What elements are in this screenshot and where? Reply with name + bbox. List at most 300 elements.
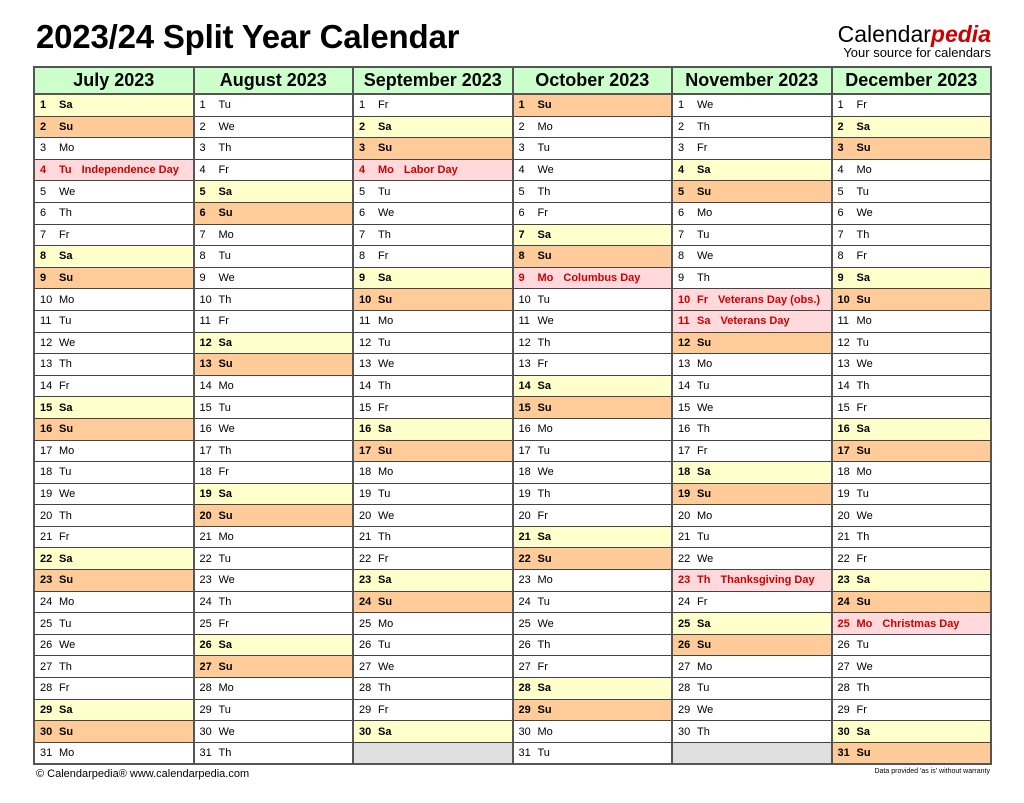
day-cell [672, 159, 832, 181]
brand-name-plain: Calendar [837, 21, 931, 47]
weekday-label: Su [378, 142, 393, 155]
day-number: 27 [518, 660, 531, 673]
day-number: 5 [40, 185, 47, 198]
weekday-label: Fr [697, 595, 708, 608]
weekday-label: Fr [218, 164, 229, 177]
weekday-label: Tu [59, 617, 72, 630]
weekday-label: Tu [59, 466, 72, 479]
day-number: 29 [199, 703, 212, 716]
day-cell [832, 181, 992, 203]
day-cell [34, 94, 194, 116]
day-cell [194, 181, 354, 203]
day-number: 21 [678, 531, 691, 544]
weekday-label: Su [537, 99, 552, 112]
day-number: 7 [199, 228, 206, 241]
day-number: 1 [359, 99, 366, 112]
day-number: 12 [359, 336, 372, 349]
weekday-label: We [59, 487, 76, 500]
weekday-label: Sa [59, 250, 73, 263]
weekday-label: Fr [59, 682, 70, 695]
day-number: 21 [837, 531, 850, 544]
weekday-label: Tu [378, 185, 391, 198]
weekday-label: Th [697, 423, 710, 436]
day-number: 28 [199, 682, 212, 695]
day-number: 16 [40, 423, 53, 436]
day-cell [513, 721, 673, 743]
month-header: September 2023 [353, 67, 513, 94]
day-cell [353, 202, 513, 224]
day-number: 26 [678, 639, 691, 652]
day-number: 1 [199, 99, 206, 112]
weekday-label: Tu [537, 595, 550, 608]
day-cell [672, 483, 832, 505]
day-cell [672, 548, 832, 570]
day-row [34, 440, 991, 462]
day-cell [194, 397, 354, 419]
day-row [34, 332, 991, 354]
day-cell [194, 116, 354, 138]
weekday-label: Su [378, 595, 393, 608]
weekday-label: Tu [697, 228, 710, 241]
weekday-label: Fr [537, 207, 548, 220]
day-number: 2 [199, 120, 206, 133]
day-number: 17 [837, 444, 850, 457]
weekday-label: Th [697, 725, 710, 738]
day-cell [513, 375, 673, 397]
day-number: 27 [40, 660, 53, 673]
day-cell [513, 354, 673, 376]
day-cell [353, 678, 513, 700]
day-row [34, 397, 991, 419]
weekday-label: Sa [218, 487, 232, 500]
day-cell [194, 138, 354, 160]
day-number: 20 [359, 509, 372, 522]
day-number: 3 [518, 142, 525, 155]
day-cell [513, 483, 673, 505]
weekday-label: Su [856, 444, 871, 457]
day-cell [832, 267, 992, 289]
day-number: 19 [518, 487, 531, 500]
day-cell [34, 613, 194, 635]
day-cell [34, 440, 194, 462]
day-number: 10 [837, 293, 850, 306]
day-number: 1 [40, 99, 47, 112]
day-cell [194, 678, 354, 700]
day-number: 14 [199, 380, 212, 393]
day-cell [34, 202, 194, 224]
weekday-label: Tu [856, 185, 869, 198]
day-cell [194, 505, 354, 527]
day-number: 18 [518, 466, 531, 479]
day-row [34, 742, 991, 764]
weekday-label: Th [59, 509, 72, 522]
day-number: 30 [199, 725, 212, 738]
day-number: 29 [40, 703, 53, 716]
day-cell [672, 505, 832, 527]
day-cell [832, 418, 992, 440]
day-number: 7 [678, 228, 685, 241]
day-cell [513, 246, 673, 268]
weekday-label: Fr [537, 358, 548, 371]
day-number: 23 [678, 574, 691, 587]
day-number: 9 [359, 272, 366, 285]
day-cell [194, 289, 354, 311]
day-cell [672, 440, 832, 462]
day-number: 3 [359, 142, 366, 155]
weekday-label: Mo [856, 164, 872, 177]
weekday-label: Mo [59, 444, 75, 457]
weekday-label: Th [697, 272, 710, 285]
day-cell [832, 742, 992, 764]
weekday-label: We [378, 207, 395, 220]
day-number: 13 [199, 358, 212, 371]
day-number: 5 [359, 185, 366, 198]
weekday-label: We [856, 509, 873, 522]
day-cell [672, 591, 832, 613]
weekday-label: We [218, 423, 235, 436]
day-cell [513, 94, 673, 116]
weekday-label: Su [218, 660, 233, 673]
holiday-name: Thanksgiving Day [720, 574, 815, 587]
weekday-label: Su [218, 509, 233, 522]
weekday-label: Th [218, 747, 232, 760]
day-cell [832, 94, 992, 116]
weekday-label: Th [378, 380, 391, 393]
day-row [34, 699, 991, 721]
weekday-label: Mo [218, 531, 234, 544]
day-row [34, 202, 991, 224]
weekday-label: Th [59, 660, 72, 673]
day-cell [672, 116, 832, 138]
day-cell [34, 181, 194, 203]
weekday-label: Mo [378, 164, 394, 177]
day-number: 24 [678, 595, 691, 608]
weekday-label: Tu [856, 487, 869, 500]
day-cell [513, 505, 673, 527]
weekday-label: Tu [378, 639, 391, 652]
empty-cell [672, 742, 832, 764]
day-cell [34, 570, 194, 592]
weekday-label: Su [856, 142, 871, 155]
day-cell [513, 159, 673, 181]
weekday-label: Fr [856, 250, 867, 263]
weekday-label: Th [697, 120, 710, 133]
day-cell [513, 289, 673, 311]
empty-cell [353, 742, 513, 764]
day-cell [194, 526, 354, 548]
day-cell [672, 678, 832, 700]
day-number: 22 [40, 552, 53, 565]
weekday-label: Mo [537, 120, 553, 133]
page-title: 2023/24 Split Year Calendar [36, 18, 460, 55]
day-number: 4 [199, 164, 206, 177]
day-number: 17 [199, 444, 212, 457]
weekday-label: Sa [59, 552, 73, 565]
day-cell [513, 742, 673, 764]
day-number: 19 [40, 487, 53, 500]
weekday-label: Tu [218, 99, 231, 112]
day-number: 15 [199, 401, 212, 414]
day-number: 13 [678, 358, 691, 371]
day-number: 25 [40, 617, 53, 630]
day-cell [194, 159, 354, 181]
day-cell [513, 181, 673, 203]
weekday-label: Fr [856, 401, 867, 414]
day-number: 10 [199, 293, 212, 306]
holiday-name: Veterans Day [720, 315, 790, 328]
day-cell [513, 224, 673, 246]
day-number: 28 [359, 682, 372, 695]
day-number: 12 [837, 336, 850, 349]
day-row [34, 181, 991, 203]
day-row [34, 613, 991, 635]
day-cell [513, 397, 673, 419]
day-cell [34, 116, 194, 138]
brand-tagline: Your source for calendars [843, 45, 991, 60]
day-number: 24 [40, 595, 53, 608]
day-cell [672, 375, 832, 397]
footer-copyright: © Calendarpedia® www.calendarpedia.com [36, 768, 250, 780]
weekday-label: Tu [218, 250, 231, 263]
day-number: 25 [678, 617, 691, 630]
weekday-label: Su [856, 595, 871, 608]
weekday-label: Su [697, 639, 712, 652]
weekday-label: We [537, 617, 554, 630]
day-row [34, 462, 991, 484]
day-cell [34, 289, 194, 311]
weekday-label: We [378, 358, 395, 371]
month-header: August 2023 [194, 67, 354, 94]
day-cell [353, 224, 513, 246]
day-cell [34, 397, 194, 419]
day-number: 19 [359, 487, 372, 500]
day-number: 19 [837, 487, 850, 500]
day-number: 19 [678, 487, 691, 500]
month-header: December 2023 [832, 67, 992, 94]
day-cell [832, 138, 992, 160]
weekday-label: Fr [218, 466, 229, 479]
weekday-label: Sa [59, 401, 73, 414]
weekday-label: We [218, 272, 235, 285]
day-cell [353, 397, 513, 419]
day-cell [34, 246, 194, 268]
day-number: 28 [518, 682, 531, 695]
weekday-label: Sa [537, 380, 551, 393]
day-number: 11 [518, 315, 530, 328]
weekday-label: Mo [378, 617, 394, 630]
day-cell [194, 591, 354, 613]
weekday-label: Tu [218, 552, 231, 565]
weekday-label: Tu [697, 682, 710, 695]
day-number: 21 [518, 531, 531, 544]
weekday-label: Sa [856, 725, 870, 738]
weekday-label: Th [378, 682, 391, 695]
weekday-label: Tu [59, 315, 72, 328]
weekday-label: Mo [59, 595, 75, 608]
weekday-label: Su [59, 272, 74, 285]
day-number: 16 [837, 423, 850, 436]
weekday-label: Mo [537, 725, 553, 738]
weekday-label: We [856, 207, 873, 220]
day-number: 21 [359, 531, 372, 544]
day-cell [353, 116, 513, 138]
weekday-label: Sa [697, 617, 711, 630]
day-number: 15 [837, 401, 850, 414]
day-number: 24 [518, 595, 531, 608]
weekday-label: Sa [856, 120, 870, 133]
day-row [34, 159, 991, 181]
day-row [34, 548, 991, 570]
day-number: 4 [40, 164, 47, 177]
month-header-row [34, 67, 991, 94]
day-number: 4 [359, 164, 366, 177]
day-cell [672, 526, 832, 548]
weekday-label: Mo [697, 509, 713, 522]
day-number: 14 [678, 380, 691, 393]
brand-name-accent: pedia [930, 21, 991, 47]
weekday-label: Th [537, 639, 551, 652]
day-number: 1 [518, 99, 525, 112]
day-cell [353, 483, 513, 505]
day-cell [672, 570, 832, 592]
day-number: 15 [518, 401, 531, 414]
day-cell [34, 591, 194, 613]
weekday-label: Tu [378, 336, 391, 349]
day-number: 16 [518, 423, 531, 436]
day-number: 26 [40, 639, 53, 652]
day-number: 5 [837, 185, 844, 198]
day-cell [832, 526, 992, 548]
day-row [34, 505, 991, 527]
day-number: 9 [837, 272, 844, 285]
day-number: 12 [199, 336, 212, 349]
weekday-label: We [697, 401, 714, 414]
month-header: November 2023 [672, 67, 832, 94]
month-header: July 2023 [34, 67, 194, 94]
weekday-label: Mo [856, 617, 873, 630]
weekday-label: Tu [218, 703, 231, 716]
day-row [34, 570, 991, 592]
weekday-label: Tu [218, 401, 231, 414]
weekday-label: Th [856, 682, 870, 695]
day-cell [672, 418, 832, 440]
day-cell [513, 526, 673, 548]
day-number: 30 [678, 725, 691, 738]
day-number: 3 [40, 142, 47, 155]
day-cell [194, 656, 354, 678]
day-cell [194, 202, 354, 224]
day-number: 31 [837, 747, 850, 760]
day-number: 22 [199, 552, 212, 565]
weekday-label: Fr [59, 531, 70, 544]
day-cell [194, 462, 354, 484]
day-number: 7 [837, 228, 844, 241]
day-cell [672, 462, 832, 484]
day-number: 21 [40, 531, 53, 544]
day-cell [34, 721, 194, 743]
day-number: 28 [678, 682, 691, 695]
day-cell [353, 289, 513, 311]
day-number: 11 [359, 315, 371, 328]
day-number: 20 [40, 509, 53, 522]
day-number: 9 [199, 272, 206, 285]
day-cell [34, 634, 194, 656]
day-number: 8 [518, 250, 525, 263]
day-number: 26 [837, 639, 850, 652]
day-number: 3 [837, 142, 844, 155]
weekday-label: Mo [697, 660, 713, 673]
day-cell [832, 462, 992, 484]
day-number: 7 [359, 228, 366, 241]
calendar-body [34, 94, 991, 764]
weekday-label: Tu [537, 293, 550, 306]
day-cell [34, 159, 194, 181]
day-row [34, 591, 991, 613]
day-cell [832, 224, 992, 246]
weekday-label: Tu [697, 380, 710, 393]
day-cell [353, 267, 513, 289]
weekday-label: Th [537, 185, 551, 198]
weekday-label: Th [378, 228, 391, 241]
weekday-label: Su [59, 423, 74, 436]
day-number: 15 [359, 401, 372, 414]
day-number: 4 [837, 164, 844, 177]
day-cell [353, 354, 513, 376]
weekday-label: We [378, 660, 395, 673]
day-cell [513, 138, 673, 160]
day-cell [353, 440, 513, 462]
day-cell [353, 526, 513, 548]
day-cell [832, 159, 992, 181]
day-number: 26 [199, 639, 212, 652]
day-number: 26 [359, 639, 372, 652]
weekday-label: Su [59, 725, 74, 738]
day-cell [194, 332, 354, 354]
weekday-label: Tu [537, 747, 550, 760]
weekday-label: Th [537, 336, 551, 349]
day-cell [832, 678, 992, 700]
day-row [34, 375, 991, 397]
weekday-label: Mo [537, 423, 553, 436]
day-cell [672, 699, 832, 721]
day-cell [832, 570, 992, 592]
day-cell [353, 332, 513, 354]
day-cell [34, 742, 194, 764]
day-row [34, 721, 991, 743]
day-cell [832, 591, 992, 613]
day-cell [832, 440, 992, 462]
weekday-label: Sa [697, 164, 711, 177]
day-cell [832, 656, 992, 678]
day-cell [832, 634, 992, 656]
day-cell [194, 634, 354, 656]
day-number: 13 [837, 358, 850, 371]
day-cell [194, 375, 354, 397]
day-cell [353, 656, 513, 678]
day-number: 20 [199, 509, 212, 522]
day-cell [672, 397, 832, 419]
weekday-label: Mo [59, 747, 75, 760]
weekday-label: Sa [537, 228, 551, 241]
day-number: 27 [199, 660, 212, 673]
day-cell [34, 267, 194, 289]
weekday-label: Tu [59, 164, 72, 177]
day-cell [194, 267, 354, 289]
day-number: 8 [359, 250, 366, 263]
day-number: 2 [518, 120, 525, 133]
day-number: 24 [359, 595, 372, 608]
footer-disclaimer: Data provided 'as is' without warranty [874, 768, 990, 775]
